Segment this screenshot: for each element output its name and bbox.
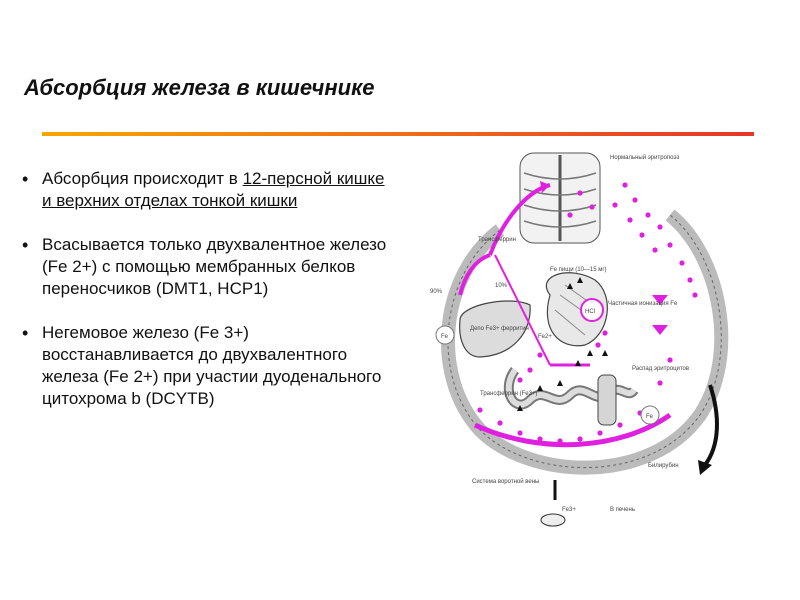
label-depot: Депо Fe3+ ферритин xyxy=(470,326,529,332)
hcl-node xyxy=(581,299,603,321)
label-to-liver: В печень xyxy=(610,507,635,513)
label-bilirubin: Билирубин xyxy=(648,463,679,469)
label-transferrin-bottom: Трансферрин (Fe3+) xyxy=(480,391,538,397)
label-erythro-breakdown: Распад эритроцитов xyxy=(632,366,690,372)
svg-text:HCl: HCl xyxy=(585,309,595,315)
fe-node-left xyxy=(436,326,454,344)
fe-node-right xyxy=(641,406,659,424)
svg-text:Fe: Fe xyxy=(646,414,654,420)
intestine-illustration xyxy=(509,370,634,425)
iron-absorption-diagram xyxy=(420,145,760,535)
label-normal-erythropoiesis: Нормальный эритропоэз xyxy=(610,155,680,161)
bullet-item xyxy=(22,168,397,212)
ribcage-illustration xyxy=(520,153,600,243)
label-fe2-small: Fe2+ xyxy=(538,334,552,340)
slide-title: Абсорбция железа в кишечнике xyxy=(24,75,375,100)
excretion-cup xyxy=(541,514,565,526)
bullet-text: 12-персной кишке и верхних отделах тонкой кишки xyxy=(42,169,385,210)
svg-text:Fe: Fe xyxy=(441,334,449,340)
label-partial-ionization: Частичная ионизация Fe xyxy=(608,301,678,307)
label-pct-90: 90% xyxy=(430,289,443,295)
bullet-item xyxy=(22,322,397,410)
bullet-item xyxy=(22,234,397,300)
bullet-text: Абсорбция происходит в xyxy=(42,169,243,188)
label-fe3-bottom: Fe3+ xyxy=(562,507,576,513)
bullet-text: Всасывается только двухвалентное железо (Fe 2+) с помощью мембранных белков переносчиков (DMT1, HCP1) xyxy=(42,235,387,298)
label-pct-10: 10% xyxy=(495,283,508,289)
bullet-list xyxy=(22,168,397,432)
label-transferrin-top: Трансферрин xyxy=(478,237,516,243)
label-food-fe: Fe пищи (10—15 мг) xyxy=(550,267,607,273)
label-portal-system: Система воротной вены xyxy=(472,479,540,485)
title-divider xyxy=(42,132,754,136)
bullet-text: Негемовое железо (Fe 3+) восстанавливается до двухвалентного железа (Fe 2+) при участии дуоденального цитохрома b (DCYTB) xyxy=(42,323,382,408)
